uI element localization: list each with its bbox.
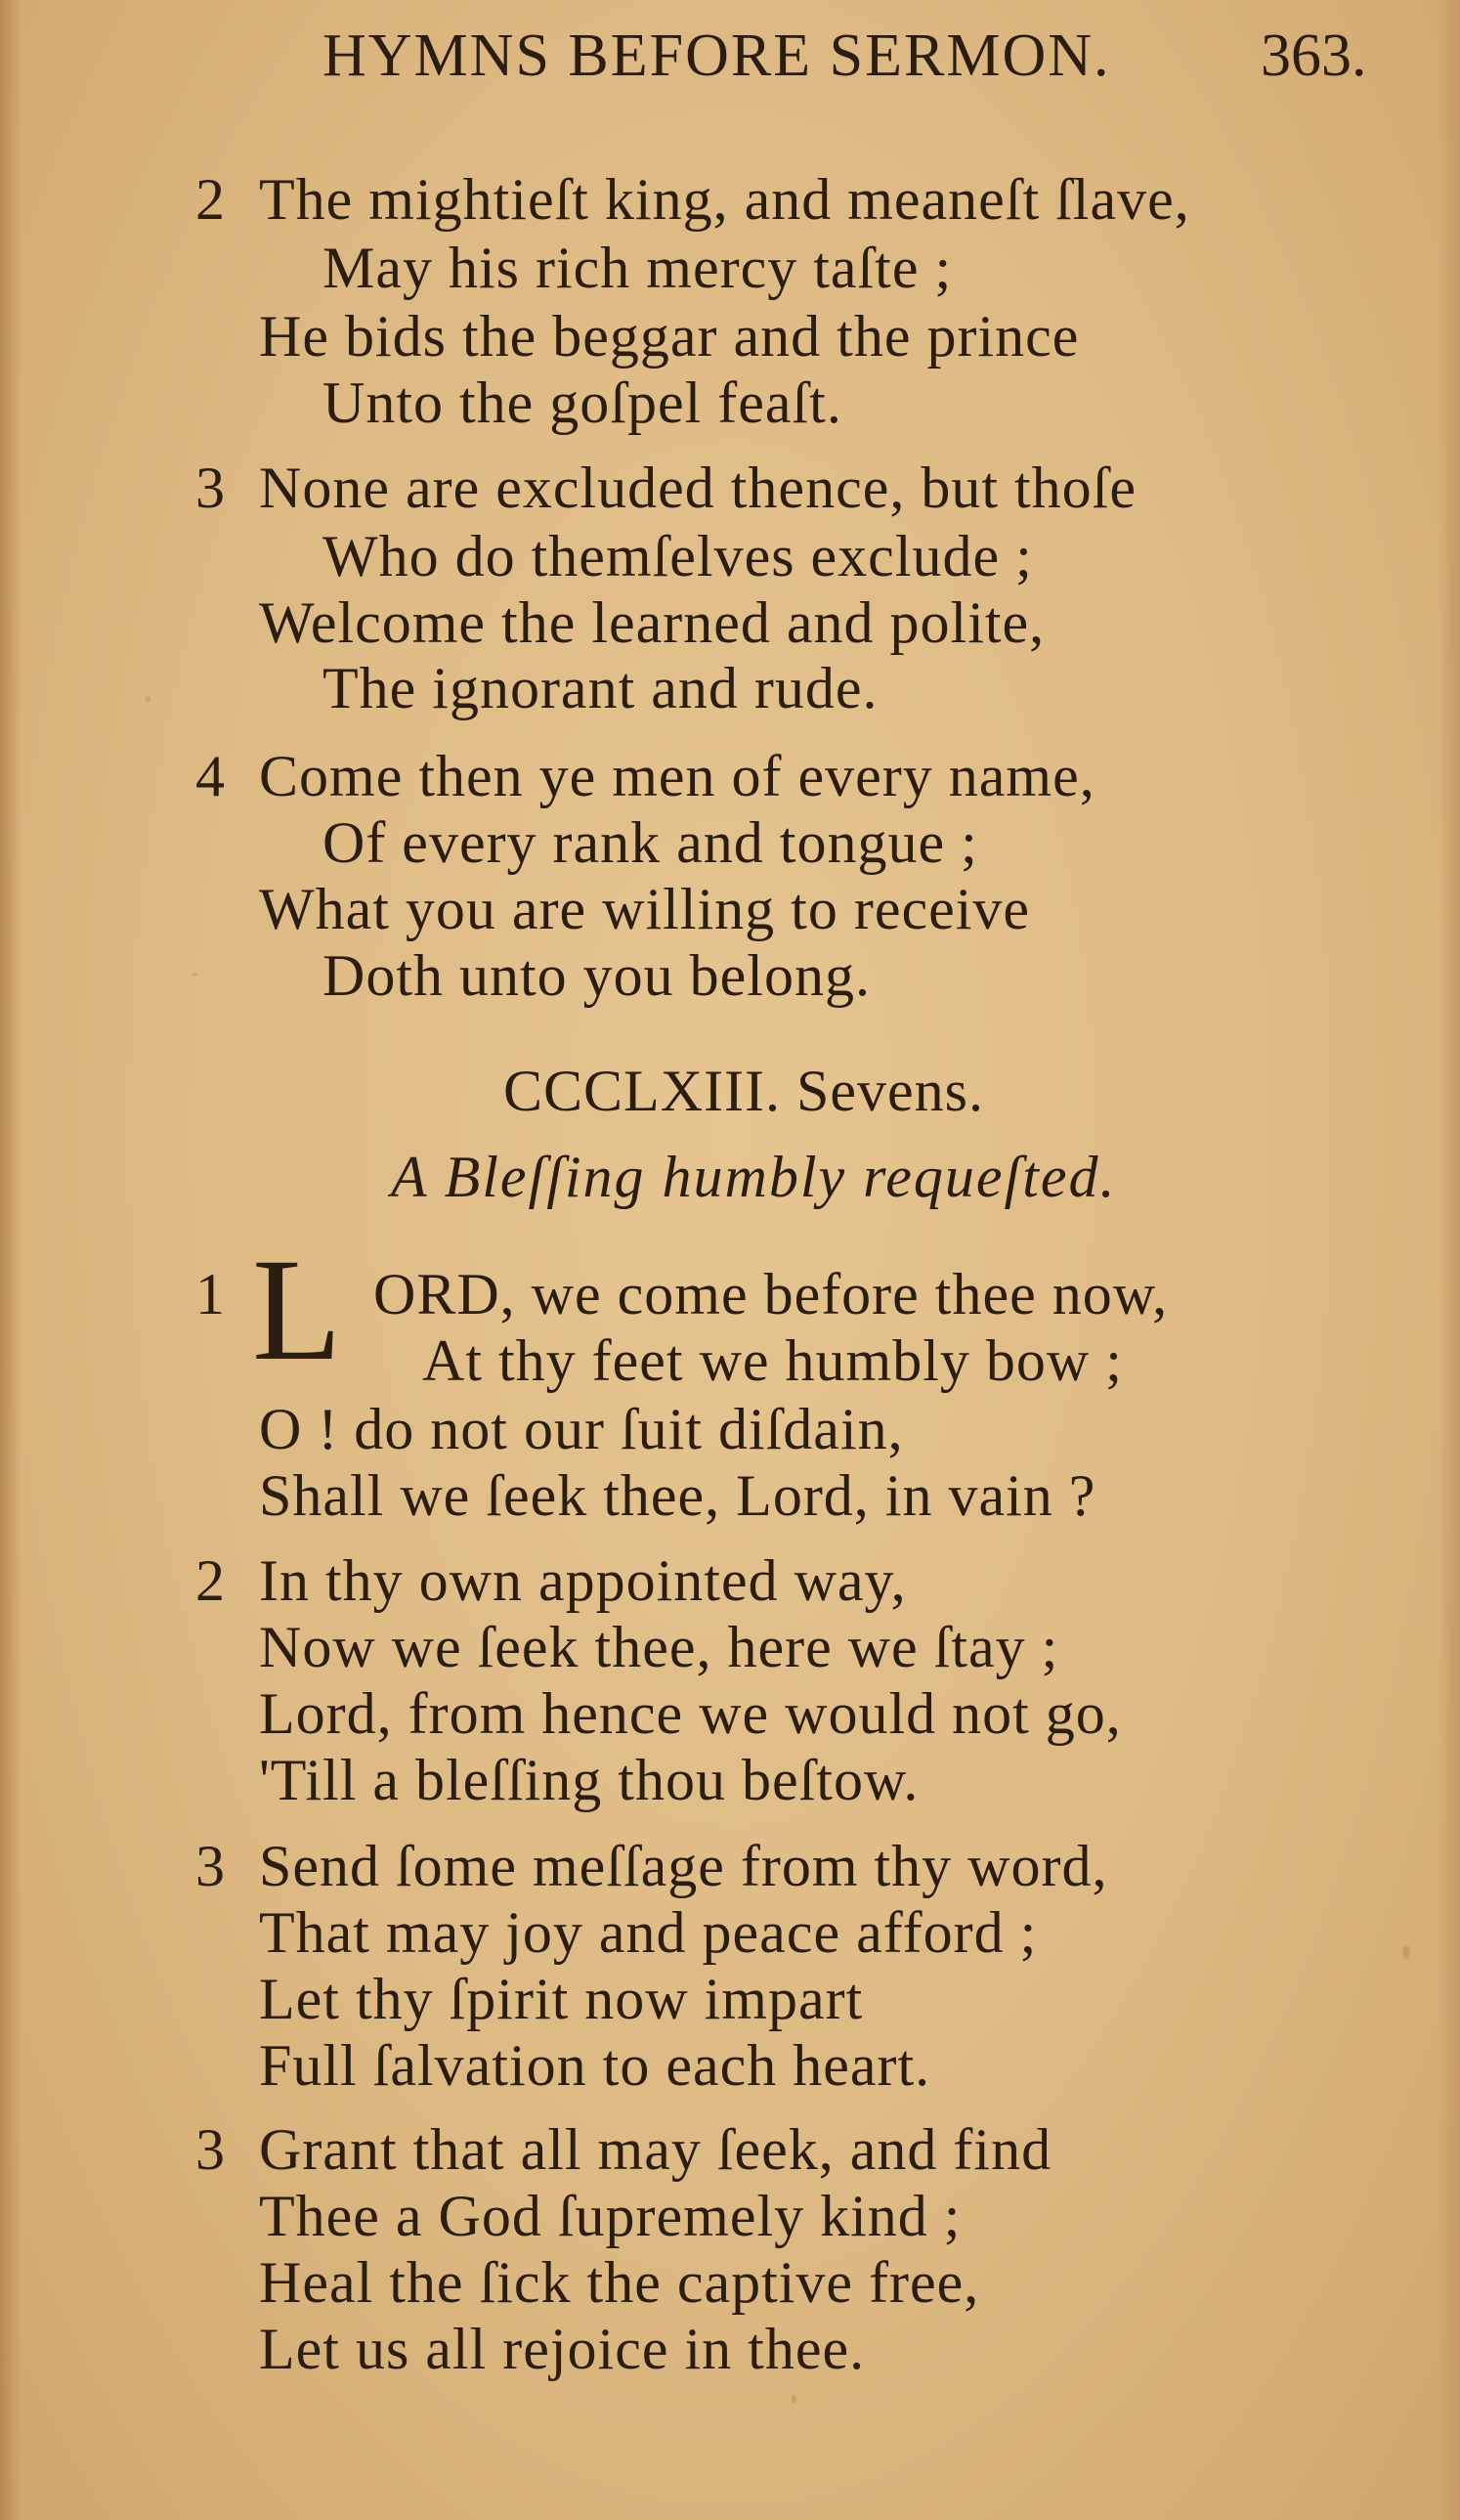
stanza-number: 3	[195, 2117, 225, 2182]
verse-line: Lord, from hence we would not go,	[259, 1681, 1122, 1746]
verse-line: Let thy ſpirit now impart	[259, 1967, 864, 2031]
verse-line: The ignorant and rude.	[322, 656, 879, 720]
verse-line: Send ſome meſſage from thy word,	[259, 1834, 1108, 1898]
verse-line: Doth unto you belong.	[322, 943, 871, 1008]
verse-line: Shall we ſeek thee, Lord, in vain ?	[259, 1463, 1096, 1528]
verse-line: Of every rank and tongue ;	[322, 810, 978, 875]
hymn-subtitle: A Bleſſing humbly requeſted.	[391, 1145, 1117, 1209]
verse-line: Grant that all may ſeek, and find	[259, 2117, 1052, 2182]
verse-line: Heal the ſick the captive free,	[259, 2250, 980, 2315]
drop-cap: L	[252, 1229, 342, 1391]
verse-line: The mightieſt king, and meaneſt ſlave,	[259, 167, 1190, 232]
hymn-title: CCCLXIII. Sevens.	[503, 1059, 984, 1123]
verse-line: Welcome the learned and polite,	[259, 590, 1046, 655]
paper-blemish	[145, 696, 150, 702]
verse-line: Full ſalvation to each heart.	[259, 2033, 931, 2098]
verse-line: Who do themſelves exclude ;	[322, 524, 1033, 588]
verse-line: That may joy and peace afford ;	[259, 1900, 1038, 1965]
stanza-number: 3	[195, 1834, 225, 1898]
verse-line: Let us all rejoice in thee.	[259, 2317, 866, 2381]
verse-line: At thy feet we humbly bow ;	[422, 1328, 1123, 1393]
paper-blemish	[792, 2395, 796, 2404]
stanza-number: 2	[195, 167, 225, 232]
verse-line: O ! do not our ſuit diſdain,	[259, 1397, 904, 1461]
verse-line: Come then ye men of every name,	[259, 744, 1095, 808]
stanza-number: 2	[195, 1548, 225, 1613]
paper-blemish	[1402, 1945, 1410, 1959]
verse-line: Now we ſeek thee, here we ſtay ;	[259, 1615, 1059, 1679]
verse-line: ORD, we come before thee now,	[373, 1262, 1169, 1326]
verse-line: None are excluded thence, but thoſe	[259, 456, 1137, 520]
verse-line: In thy own appointed way,	[259, 1548, 907, 1613]
verse-line: 'Till a bleſſing thou beſtow.	[259, 1748, 920, 1812]
verse-line: Unto the goſpel feaſt.	[322, 370, 842, 435]
verse-line: May his rich mercy taſte ;	[322, 236, 953, 300]
verse-line: Thee a God ſupremely kind ;	[259, 2184, 962, 2248]
verse-line: He bids the beggar and the prince	[259, 304, 1080, 369]
running-head: HYMNS BEFORE SERMON.	[322, 22, 1111, 89]
paper-blemish	[192, 973, 197, 977]
verse-line: What you are willing to receive	[259, 877, 1031, 941]
page-number: 363.	[1261, 22, 1367, 89]
stanza-number: 4	[195, 744, 225, 808]
stanza-number: 1	[195, 1262, 225, 1326]
stanza-number: 3	[195, 456, 225, 520]
